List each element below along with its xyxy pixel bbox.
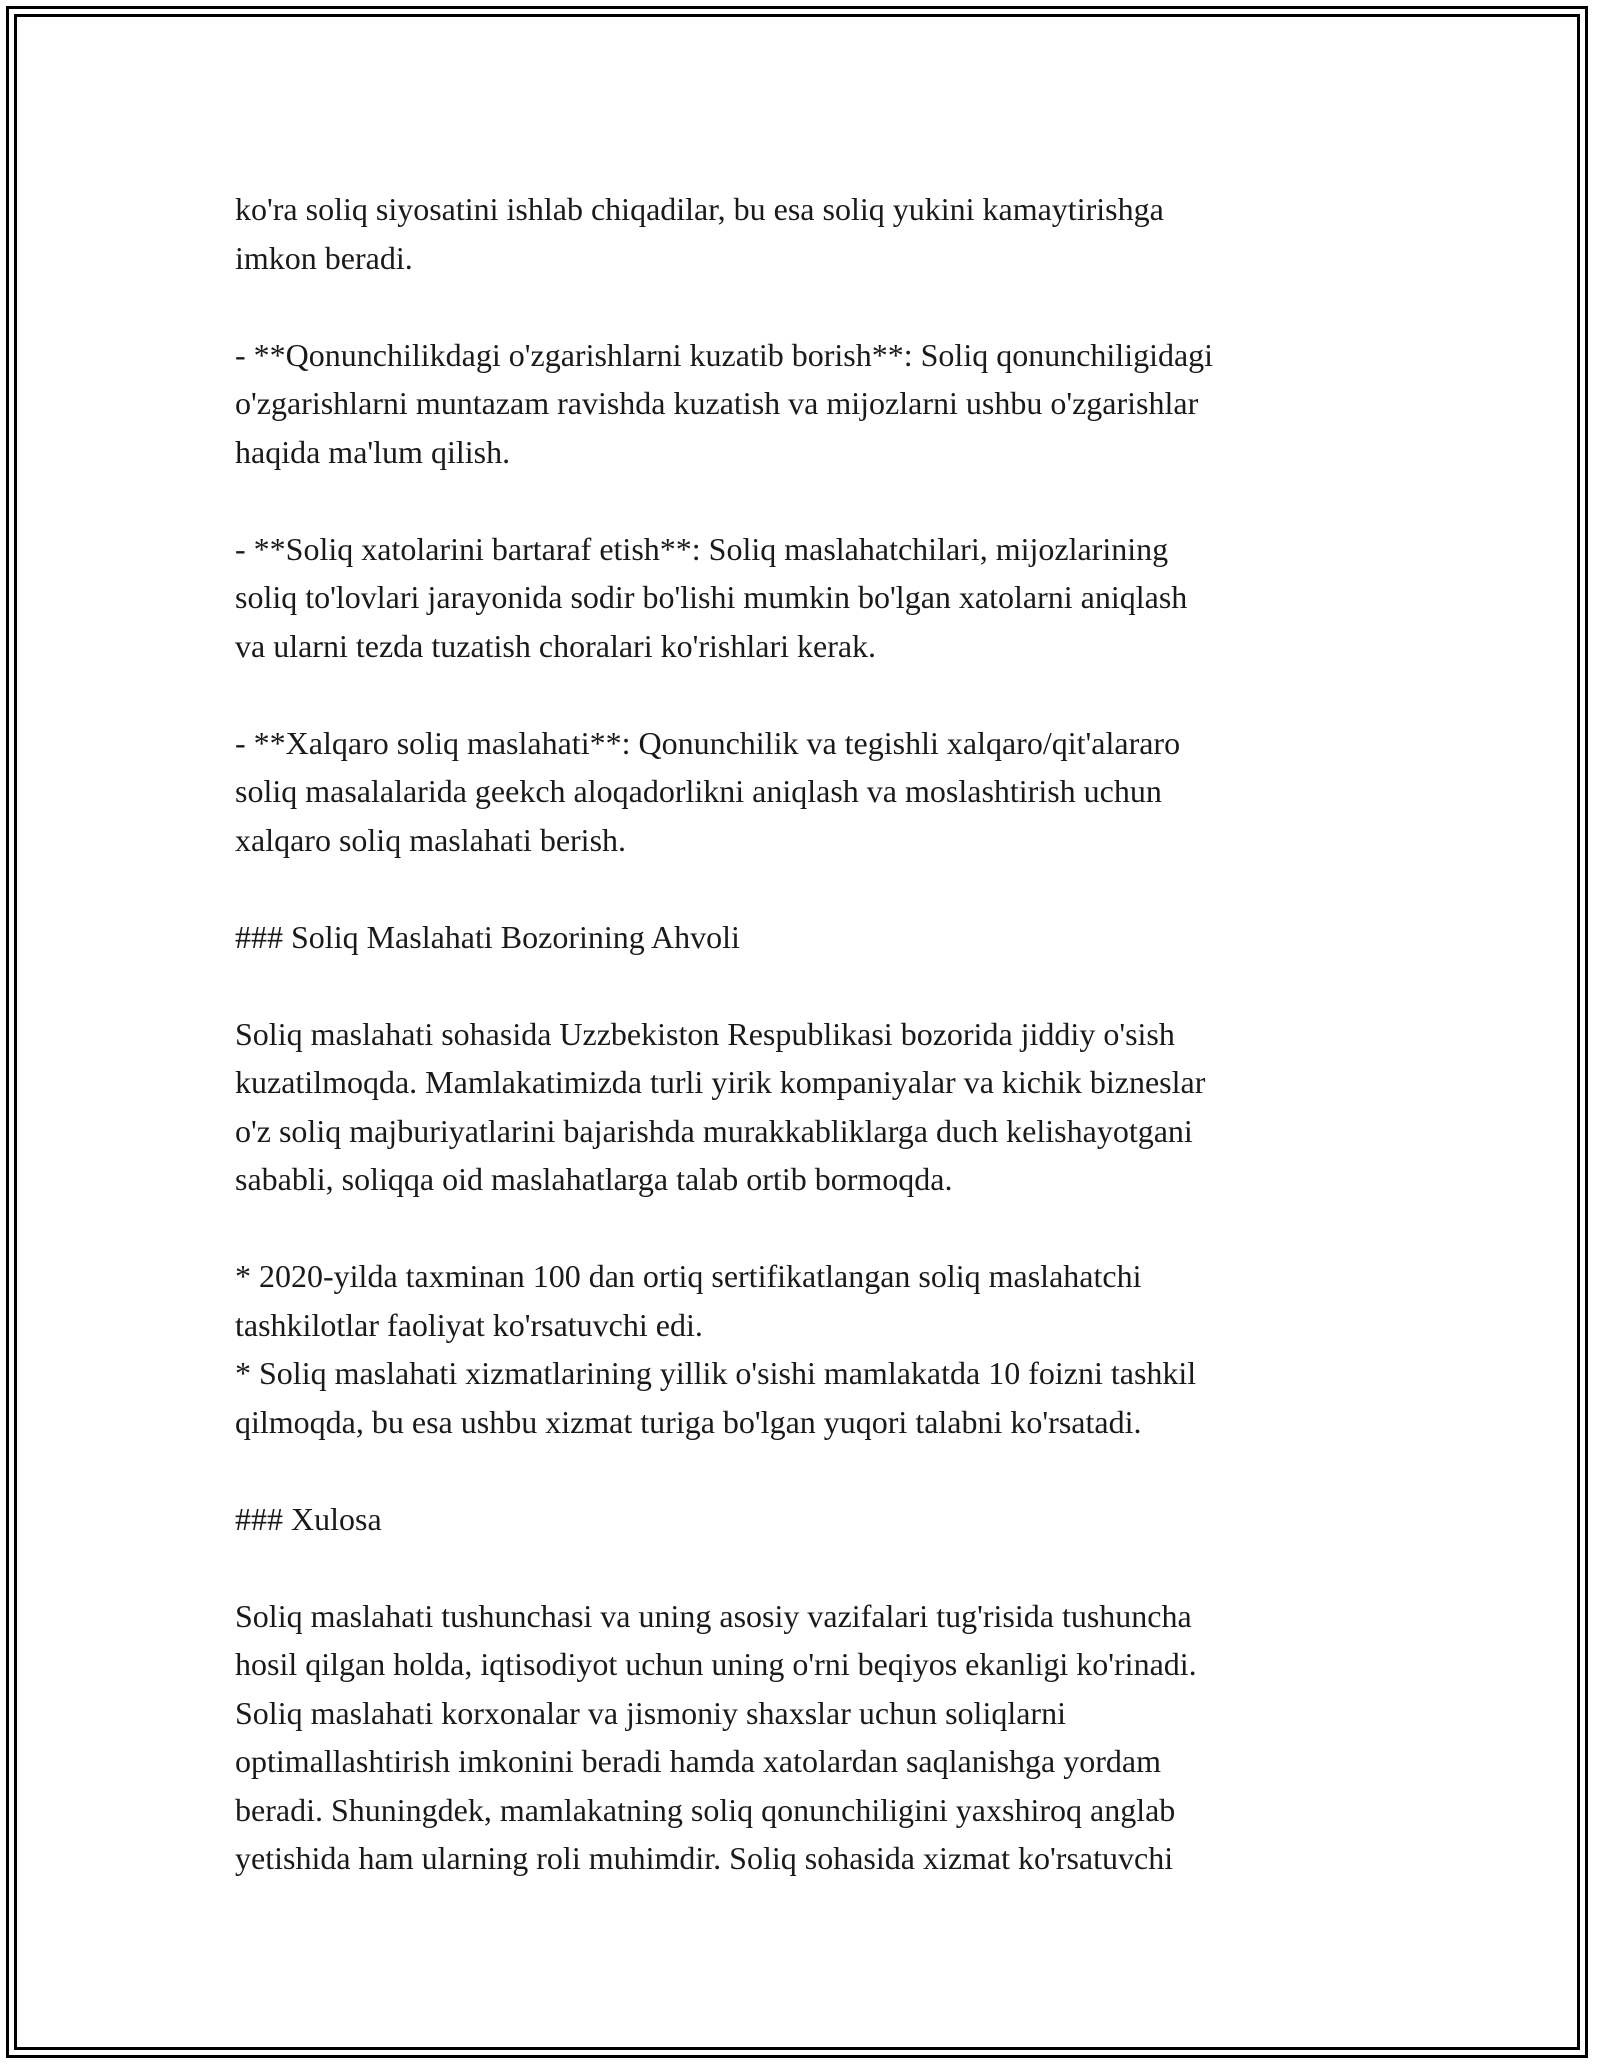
bullet-international (235, 719, 1365, 865)
text-line: kuzatilmoqda. Mamlakatimizda turli yirik kompaniyalar va kichik bizneslar (235, 1064, 1206, 1100)
text-line: tashkilotlar faoliyat ko'rsatuvchi edi. (235, 1306, 703, 1343)
text-line: * Soliq maslahati xizmatlarining yillik o'sishi mamlakatda 10 foizni tashkil (235, 1355, 1197, 1391)
text-line: ko'ra soliq siyosatini ishlab chiqadilar, bu esa soliq yukini kamaytirishga (235, 191, 1164, 227)
section-heading: ### Soliq Maslahati Bozorining Ahvoli (235, 918, 740, 955)
text-line: xalqaro soliq maslahati berish. (235, 821, 627, 858)
stat-growth (235, 1349, 1365, 1446)
text-line: Soliq maslahati korxonalar va jismoniy shaxslar uchun soliqlarni (235, 1694, 1066, 1731)
heading-conclusion (235, 1495, 1365, 1544)
text-line: beradi. Shuningdek, mamlakatning soliq qonunchiligini yaxshiroq anglab (235, 1791, 1176, 1828)
text-line: hosil qilgan holda, iqtisodiyot uchun uning o'rni beqiyos ekanligi ko'rinadi. (235, 1646, 1197, 1682)
document-body (235, 185, 1365, 1883)
text-line: - **Xalqaro soliq maslahati**: Qonunchilik va tegishli xalqaro/qit'alararo (235, 724, 1181, 761)
text-line: Soliq maslahati tushunchasi va uning asosiy vazifalari tug'risida tushuncha (235, 1597, 1192, 1634)
text-line: imkon beradi. (235, 239, 413, 276)
text-line: haqida ma'lum qilish. (235, 433, 511, 470)
text-line: * 2020-yilda taxminan 100 dan ortiq sertifikatlangan soliq maslahatchi (235, 1258, 1142, 1294)
paragraph-intro (235, 185, 1365, 282)
text-line: Soliq maslahati sohasida Uzzbekiston Respublikasi bozorida jiddiy o'sish (235, 1015, 1175, 1052)
heading-market (235, 913, 1365, 962)
paragraph-market (235, 1010, 1365, 1204)
stat-2020 (235, 1252, 1365, 1349)
text-line: optimallashtirish imkonini beradi hamda xatolardan saqlanishga yordam (235, 1743, 1161, 1779)
text-line: qilmoqda, bu esa ushbu xizmat turiga bo'lgan yuqori talabni ko'rsatadi. (235, 1403, 1142, 1440)
text-line: yetishida ham ularning roli muhimdir. Soliq sohasida xizmat ko'rsatuvchi (235, 1840, 1174, 1876)
text-line: soliq to'lovlari jarayonida sodir bo'lishi mumkin bo'lgan xatolarni aniqlash (235, 579, 1188, 615)
text-line: soliq masalalarida geekch aloqadorlikni aniqlash va moslashtirish uchun (235, 773, 1162, 809)
text-line: o'z soliq majburiyatlarini bajarishda murakkabliklarga duch kelishayotgani (235, 1112, 1193, 1149)
text-line: o'zgarishlarni muntazam ravishda kuzatish va mijozlarni ushbu o'zgarishlar (235, 385, 1199, 421)
text-line: - **Qonunchilikdagi o'zgarishlarni kuzatib borish**: Soliq qonunchiligidagi (235, 336, 1214, 373)
section-heading: ### Xulosa (235, 1500, 382, 1537)
paragraph-conclusion (235, 1592, 1365, 1883)
text-line: va ularni tezda tuzatish choralari ko'rishlari kerak. (235, 627, 877, 664)
text-line: - **Soliq xatolarini bartaraf etish**: Soliq maslahatchilari, mijozlarining (235, 530, 1169, 567)
bullet-errors (235, 525, 1365, 671)
bullet-legislation (235, 331, 1365, 477)
text-line: sababli, soliqqa oid maslahatlarga talab ortib bormoqda. (235, 1161, 953, 1197)
